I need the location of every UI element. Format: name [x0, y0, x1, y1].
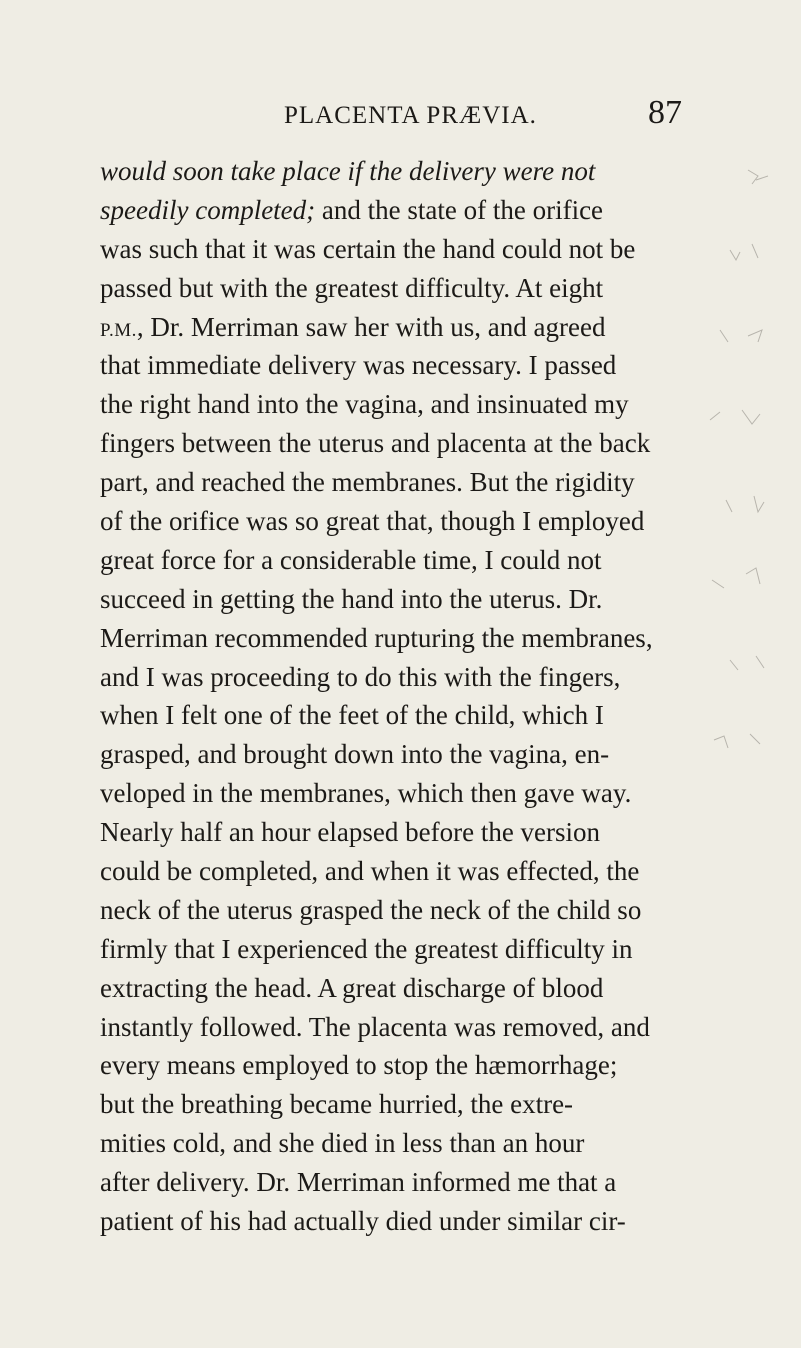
text-line: great force for a considerable time, I could not [100, 544, 602, 575]
text-line: instantly followed. The placenta was removed, and [100, 1011, 650, 1042]
text-line: every means employed to stop the hæmorrhage; [100, 1050, 618, 1081]
small-caps-time: P.M. [100, 319, 137, 341]
text-line: extracting the head. A great discharge of blood [100, 972, 604, 1003]
text-line: the right hand into the vagina, and insinuated my [100, 389, 629, 420]
text-line: veloped in the membranes, which then gave way. [100, 778, 632, 809]
text-line: after delivery. Dr. Merriman informed me that a [100, 1167, 617, 1198]
text-line: speedily completed; and the state of the orifice [100, 194, 604, 225]
italic-text: would soon take place if the delivery were not [100, 156, 596, 186]
text-line: that immediate delivery was necessary. I passed [100, 350, 617, 381]
text-line: fingers between the uterus and placenta at the back [100, 428, 651, 459]
text-line [100, 152, 720, 191]
ink-bleed-marks [690, 160, 780, 820]
body-text [100, 152, 720, 1241]
text-line: was such that it was certain the hand could not be [100, 233, 636, 264]
text-line: could be completed, and when it was effected, the [100, 856, 640, 887]
text-line: neck of the uterus grasped the neck of the child so [100, 894, 642, 925]
italic-text: speedily completed; [100, 194, 316, 225]
running-title: PLACENTA PRÆVIA. [284, 102, 537, 129]
running-head [100, 92, 682, 136]
text-line: succeed in getting the hand into the uterus. Dr. [100, 583, 603, 614]
text-line: mities cold, and she died in less than an hour [100, 1128, 585, 1159]
text-line: when I felt one of the feet of the child, which I [100, 700, 604, 731]
text-line: part, and reached the membranes. But the rigidity [100, 467, 635, 498]
page-number: 87 [648, 94, 682, 131]
text-line: but the breathing became hurried, the extre- [100, 1089, 574, 1120]
text-line: Nearly half an hour elapsed before the version [100, 817, 601, 848]
text-line: firmly that I experienced the greatest difficulty in [100, 933, 633, 964]
text-line: grasped, and brought down into the vagina, en- [100, 739, 610, 770]
text-line: Merriman recommended rupturing the membranes, [100, 622, 653, 653]
text-line: patient of his had actually died under similar cir- [100, 1206, 626, 1237]
text-line: P.M., Dr. Merriman saw her with us, and agreed [100, 311, 606, 342]
text-line: and I was proceeding to do this with the fingers, [100, 661, 621, 692]
text-line: of the orifice was so great that, though I employed [100, 506, 645, 537]
text-line: passed but with the greatest difficulty. At eight [100, 272, 604, 303]
